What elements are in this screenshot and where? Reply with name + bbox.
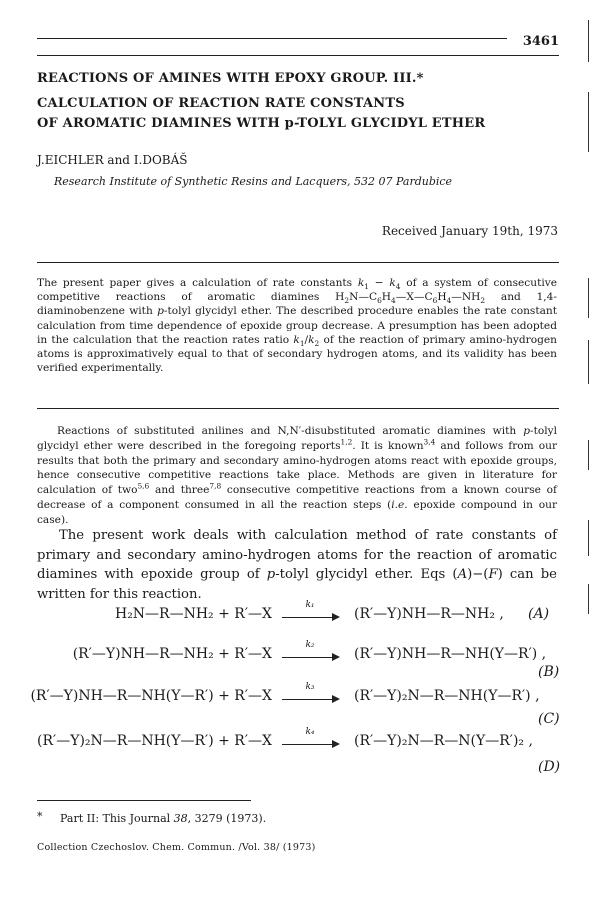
intro-paragraph: Reactions of substituted anilines and N,N′-disubstituted aromatic diamines with p-tolyl glycidyl ether were described in the foregoing reports$^{1,2}$. It is known$^{3,4}$ and follows from our results that both the primary and secondary amino-hydrogen atoms react with epoxide groups, hence consecutive competitive reactions take place. Methods are given in literature for calculation of two$^{5,6}$ and three$^{7,8}$ consecutive competitive reactions from a known course of decrease of a component consumed in all the reaction steps (i.e. epoxide compound in our case). (37, 425, 558, 526)
abstract-rule-top (37, 262, 559, 263)
page-number: 3461 (522, 34, 559, 49)
footnote: * Part II: This Journal 38, 3279 (1973). (37, 810, 267, 825)
abstract: The present paper gives a calculation of rate constants $k_1 - k_4$ of a system of consecutive competitive reactions of aromatic diamines $H_2N—C_6H_4—X—C_6H_4—NH_2$ and 1,4-diaminobenzene with p-tolyl glycidyl ether. The described procedure enables the rate constant calculation from time dependence of epoxide group decrease. A presumption has been adopted in the calculation that the reaction rates ratio $k_1/k_2$ of the reaction of primary amino-hydrogen atoms is approximatively equal to that of secondary hydrogen atoms, and its validity has been verified experimentally. (37, 277, 557, 375)
footnote-mark: * (37, 810, 43, 823)
equation-rhs: (R′—Y)₂N—R—NH(Y—R′) , (354, 688, 540, 704)
equation-d (0, 727, 600, 775)
received-date: Received January 19th, 1973 (381, 224, 558, 238)
reaction-arrow (280, 682, 340, 708)
equation-lhs: (R′—Y)NH—R—NH(Y—R′) + R′—X (30, 688, 272, 704)
equation-rhs: (R′—Y)NH—R—NH₂ , (354, 606, 504, 622)
authors: J.EICHLER and I.DOBÁŠ (37, 153, 188, 167)
reaction-arrow (280, 640, 340, 666)
equation-lhs: (R′—Y)₂N—R—NH(Y—R′) + R′—X (37, 733, 272, 749)
equation-lhs: (R′—Y)NH—R—NH₂ + R′—X (72, 646, 272, 662)
equation-lhs: H₂N—R—NH₂ + R′—X (114, 606, 272, 622)
reaction-arrow (280, 600, 340, 626)
scan-edge-mark (588, 584, 589, 614)
equation-label: (D) (538, 759, 561, 775)
abstract-rule-bottom (37, 408, 559, 409)
title-line-2: CALCULATION OF REACTION RATE CONSTANTS (37, 96, 405, 111)
rate-constant-label: k₄ (305, 727, 315, 737)
scan-edge-mark (588, 278, 589, 318)
reaction-arrow (280, 727, 340, 753)
rate-constant-label: k₂ (305, 640, 315, 650)
equation-rhs: (R′—Y)₂N—R—N(Y—R′)₂ , (354, 733, 533, 749)
title-line-3: OF AROMATIC DIAMINES WITH p-TOLYL GLYCIDYL ETHER (37, 116, 486, 131)
equation-rhs: (R′—Y)NH—R—NH(Y—R′) , (354, 646, 547, 662)
footnote-rule (37, 800, 251, 801)
rate-constant-label: k₃ (305, 682, 315, 692)
equation-a (0, 600, 600, 636)
equation-label: (C) (538, 711, 560, 727)
scan-edge-mark (588, 20, 589, 62)
equation-c (0, 682, 600, 728)
scan-edge-mark (588, 92, 589, 152)
title-line-1: REACTIONS OF AMINES WITH EPOXY GROUP. III.* (37, 71, 424, 86)
equation-label: (B) (538, 664, 560, 680)
equation-label: (A) (528, 606, 550, 622)
method-paragraph: The present work deals with calculation method of rate constants of primary and secondary amino-hydrogen atoms for the reaction of aromatic diamines with epoxide group of p-tolyl glycidyl ether. Eqs (A)−(F) can be written for this reaction. (37, 528, 557, 602)
affiliation: Research Institute of Synthetic Resins and Lacquers, 532 07 Pardubice (54, 175, 453, 188)
scan-edge-mark (588, 520, 589, 556)
scan-edge-mark (588, 440, 589, 470)
rate-constant-label: k₁ (305, 600, 315, 610)
scan-edge-mark (588, 340, 589, 384)
journal-citation: Collection Czechoslov. Chem. Commun. /Vol. 38/ (1973) (37, 842, 316, 853)
header-rule-bottom (37, 55, 559, 56)
equation-b (0, 640, 600, 686)
header-rule-top (37, 38, 507, 39)
